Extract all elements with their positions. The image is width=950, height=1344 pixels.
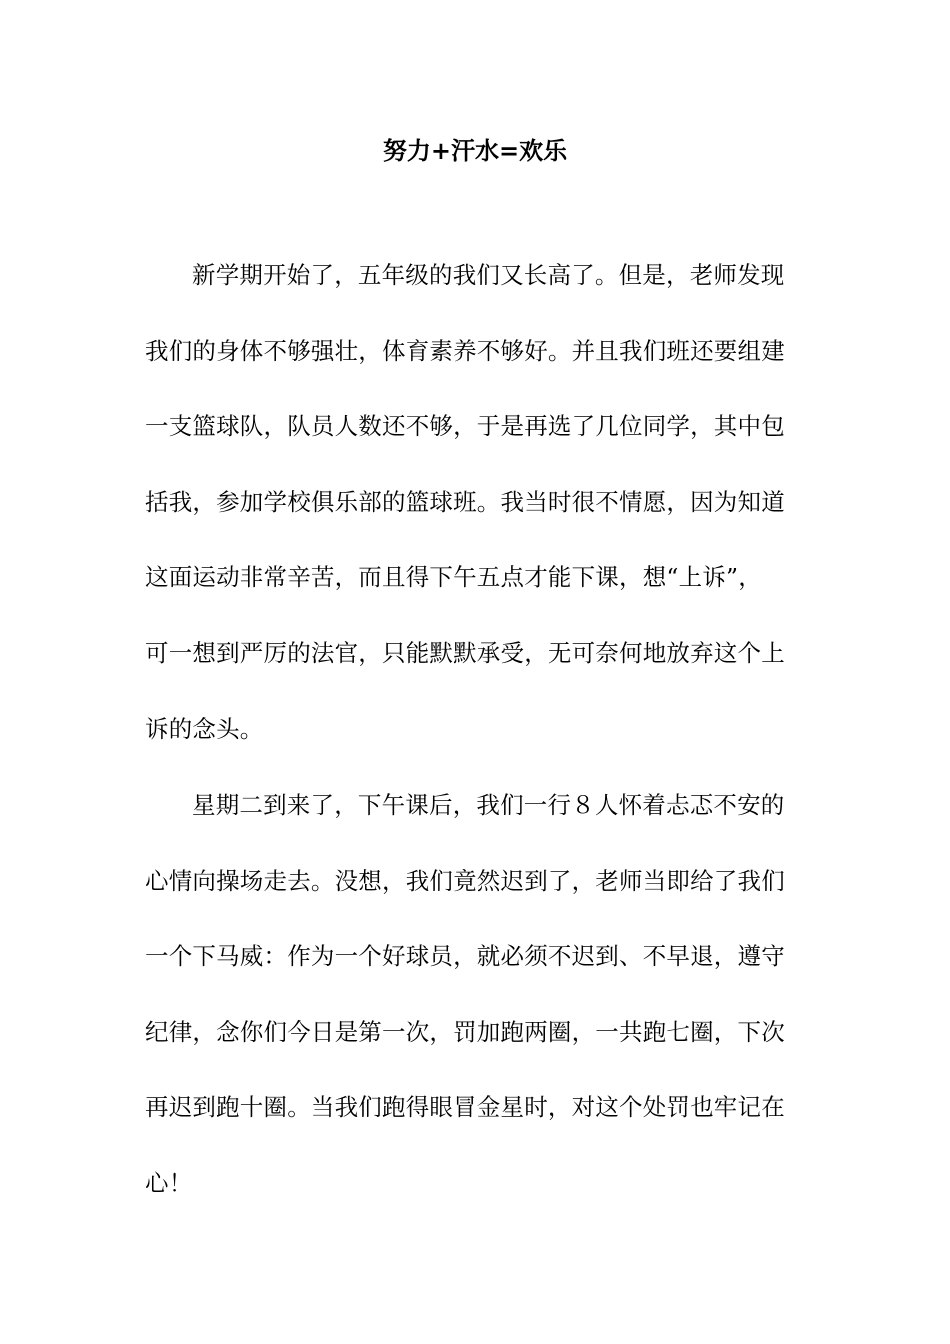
paragraph-line: 纪律，念你们今日是第一次，罚加跑两圈，一共跑七圈，下次 bbox=[145, 1017, 785, 1046]
paragraph-line: 一支篮球队，队员人数还不够，于是再选了几位同学，其中包 bbox=[145, 412, 785, 441]
paragraph-line: 星期二到来了，下午课后，我们一行８人怀着忐忑不安的 bbox=[192, 791, 785, 819]
paragraph-2 bbox=[145, 768, 809, 1222]
paragraph-line: 括我，参加学校俱乐部的篮球班。我当时很不情愿，因为知道 bbox=[145, 487, 785, 516]
paragraph-line: 心！ bbox=[145, 1168, 193, 1197]
paragraph-line: 这面运动非常辛苦，而且得下午五点才能下课，想“上诉”， bbox=[145, 563, 762, 592]
paragraph-line: 可一想到严厉的法官，只能默默承受，无可奈何地放弃这个上 bbox=[145, 638, 785, 667]
paragraph-line: 诉的念头。 bbox=[145, 714, 264, 743]
paragraph-line: 我们的身体不够强壮，体育素养不够好。并且我们班还要组建 bbox=[145, 336, 785, 365]
paragraph-line: 心情向操场走去。没想，我们竟然迟到了，老师当即给了我们 bbox=[145, 866, 785, 895]
paragraph-line: 再迟到跑十圈。当我们跑得眼冒金星时，对这个处罚也牢记在 bbox=[145, 1093, 785, 1122]
page-title: 努力+汗水=欢乐 bbox=[382, 136, 568, 165]
paragraph-1 bbox=[145, 238, 809, 767]
paragraph-line: 一个下马威：作为一个好球员，就必须不迟到、不早退，遵守 bbox=[145, 942, 785, 971]
paragraph-line: 新学期开始了，五年级的我们又长高了。但是，老师发现 bbox=[192, 261, 785, 289]
